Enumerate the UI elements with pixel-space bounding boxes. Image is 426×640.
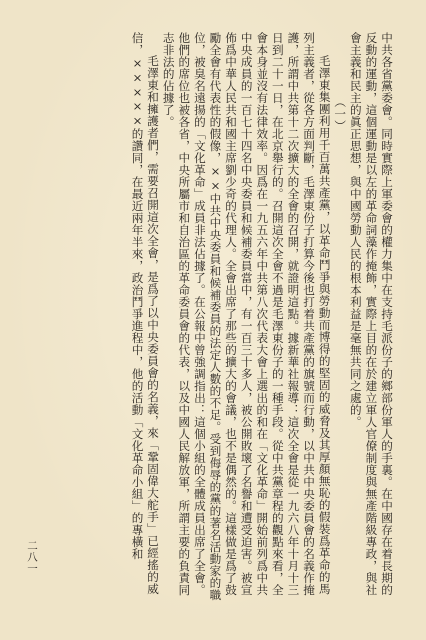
paragraph-continued: 毛澤東和擁護者們，需要召開這次全會，是爲了以中央委員會的名義，來「鞏固偉大舵手」已經搖的威信，×××××的讚同，在最近兩年半來，政治鬥爭進程中，他的活動「文化革命小組」的專橫和 (130, 32, 161, 596)
paragraph-intro: 中共各省黨委會。同時實際上軍委會的權力集中在支持毛派份子的鄉部份軍人的手裏。在中國存在着長期的反動的運動，這個運動是以左的革命詞藻作掩飾，實際上目的在於建立軍人官僚制度與無產階級專政，與社會主義和民主的眞正思想，與中國勞動人民的根本利益是毫無共同之處的。 (348, 32, 394, 596)
paragraph-main: 毛澤東集團利用千百萬共產黨，以革命鬥爭與勞動而博得的堅固的威脅及其厚顏無恥的假裝爲革命的馬列主義者，從各方面判斷，毛澤東份子打算今後也打着共產黨的旗號而行動，以中共中央委員會的名義作掩護，所謂中共第十二次擴大的全會的召開，就證明這點。據新華社報導：這次全會是從一九六八年十月十三日到二十一日，在北京舉行的。召開這次全會不過是毛澤東份子的一種手段。從中共黨章程的觀點來看，全會本身並沒有法律效率。因爲在一九五六年中共第八次代表大會上選出的和在「文化革命」開始前列爲中共中央成員的一百七十四名中央委員和候補委員當中，有一百三十多人，被公開敗壞了名譽和遭受迫害。被宣佈爲中華人民共和國主席劉少奇的代理人。全會出席了那些的擴大的會議，也不是偶然的。這樣做是爲了鼓勵全會有代表性的假像，××中共中央委員和候補委員的法定人數的不足。受到侮辱的黨的著名活動家的職位，被臭名遠揚的「文化革命」成員非法佔據了。在公報中曾強調指出：這個小組的全體成員出席了全會。他們的席位也被各省，中央所屬市和自治區的革命委員會的代表，以及中國人民解放軍，所謂主要的負責同志非法的佔據了。 (161, 32, 332, 601)
page-number: 二八一 (26, 540, 38, 575)
vertical-text-body (29, 32, 394, 602)
section-heading: （一） (333, 96, 348, 132)
